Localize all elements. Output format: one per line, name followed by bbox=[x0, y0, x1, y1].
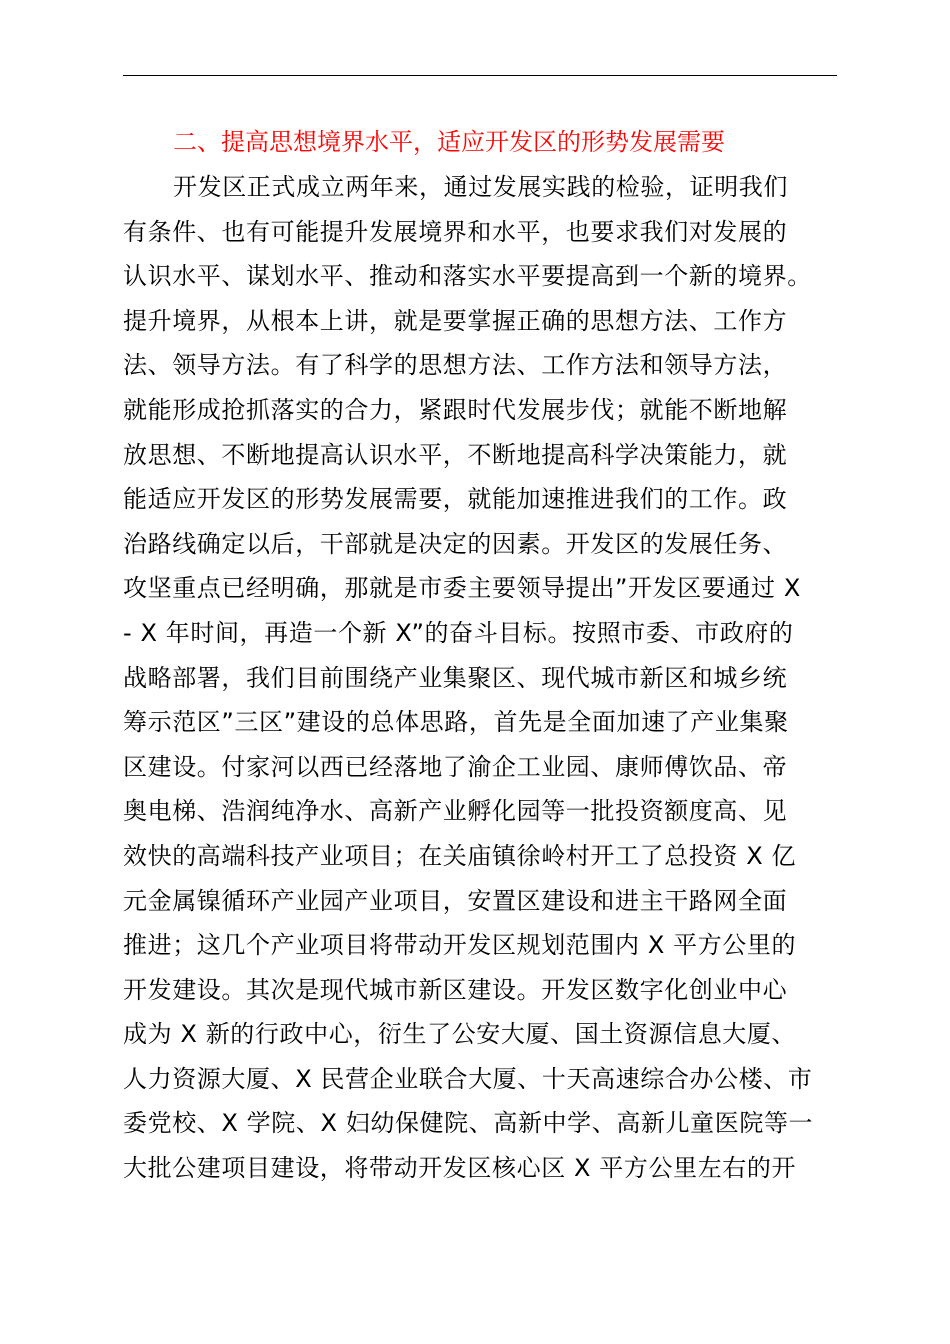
body-line: 能适应开发区的形势发展需要，就能加速推进我们的工作。政 bbox=[123, 485, 788, 514]
body-text bbox=[123, 165, 843, 1191]
body-line: 战略部署，我们目前围绕产业集聚区、现代城市新区和城乡统 bbox=[123, 663, 788, 692]
body-line: 有条件、也有可能提升发展境界和水平，也要求我们对发展的 bbox=[123, 217, 788, 246]
body-line: 委党校、X 学院、X 妇幼保健院、高新中学、高新儿童医院等一 bbox=[123, 1109, 814, 1138]
body-line: 攻坚重点已经明确，那就是市委主要领导提出”开发区要通过 X bbox=[123, 574, 801, 603]
body-line: 提升境界，从根本上讲，就是要掌握正确的思想方法、工作方 bbox=[123, 306, 788, 335]
body-line: 就能形成抢抓落实的合力，紧跟时代发展步伐；就能不断地解 bbox=[123, 395, 788, 424]
body-line: - X 年时间，再造一个新 X”的奋斗目标。按照市委、市政府的 bbox=[123, 618, 794, 647]
body-line: 开发区正式成立两年来，通过发展实践的检验，证明我们 bbox=[173, 173, 788, 201]
body-line: 治路线确定以后，干部就是决定的因素。开发区的发展任务、 bbox=[123, 529, 788, 558]
body-line: 大批公建项目建设，将带动开发区核心区 X 平方公里左右的开 bbox=[123, 1154, 797, 1183]
body-line: 筹示范区”三区”建设的总体思路，首先是全面加速了产业集聚 bbox=[123, 708, 789, 737]
header-rule bbox=[123, 75, 837, 76]
body-line: 人力资源大厦、X 民营企业联合大厦、十天高速综合办公楼、市 bbox=[123, 1064, 813, 1093]
body-line: 奥电梯、浩润纯净水、高新产业孵化园等一批投资额度高、见 bbox=[123, 797, 788, 826]
body-line: 法、领导方法。有了科学的思想方法、工作方法和领导方法， bbox=[123, 351, 788, 380]
body-line: 区建设。付家河以西已经落地了渝企工业园、康师傅饮品、帝 bbox=[123, 752, 788, 781]
body-line: 放思想、不断地提高认识水平，不断地提高科学决策能力，就 bbox=[123, 440, 788, 469]
body-line: 认识水平、谋划水平、推动和落实水平要提高到一个新的境界。 bbox=[123, 262, 812, 291]
body-line: 推进；这几个产业项目将带动开发区规划范围内 X 平方公里的 bbox=[123, 931, 797, 960]
body-line: 成为 X 新的行政中心，衍生了公安大厦、国土资源信息大厦、 bbox=[123, 1020, 797, 1049]
body-line: 效快的高端科技产业项目；在关庙镇徐岭村开工了总投资 X 亿 bbox=[123, 841, 797, 870]
section-heading: 二、提高思想境界水平，适应开发区的形势发展需要 bbox=[173, 128, 725, 156]
body-line: 开发建设。其次是现代城市新区建设。开发区数字化创业中心 bbox=[123, 975, 788, 1004]
body-line: 元金属镍循环产业园产业项目，安置区建设和进主干路网全面 bbox=[123, 886, 788, 915]
